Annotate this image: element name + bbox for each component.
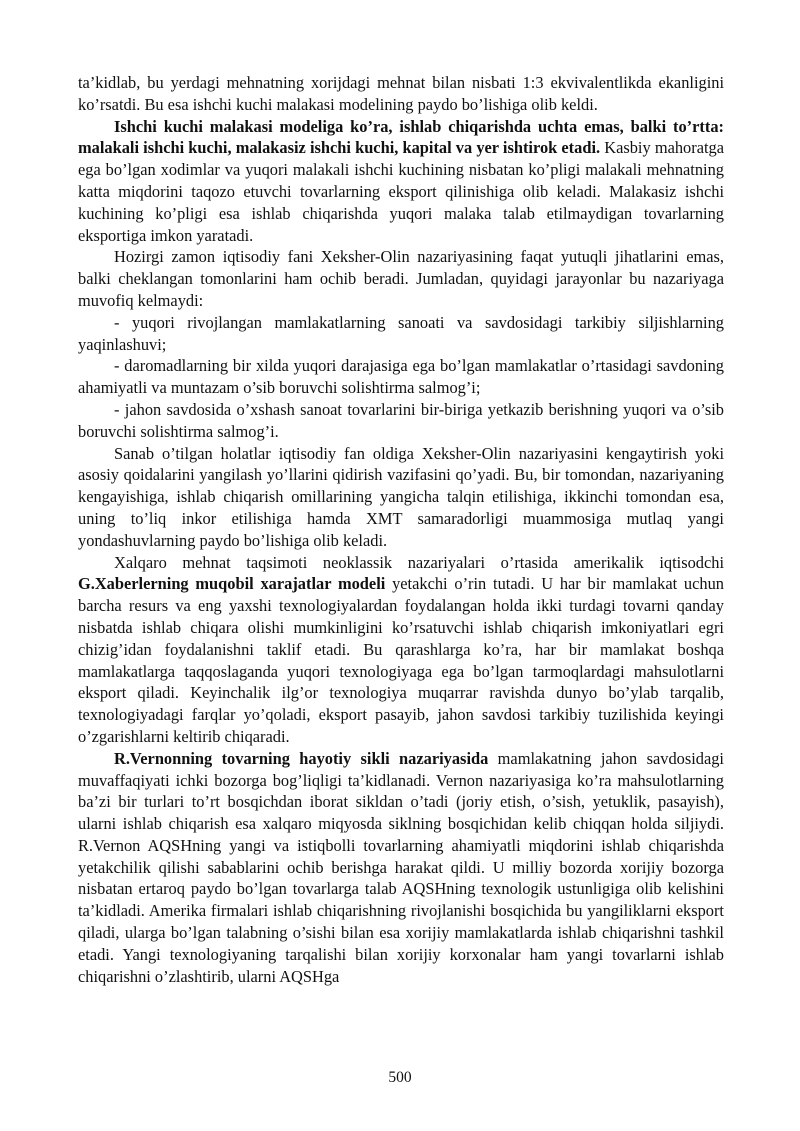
- list-item-1: [78, 312, 724, 356]
- paragraph-9-bold: R.Vernonning tovarning hayotiy sikli nazariyasida: [114, 748, 489, 768]
- paragraph-3: [78, 246, 724, 311]
- paragraph-7-text: Sanab o’tilgan holatlar iqtisodiy fan oldiga Xeksher-Olin nazariyasini kengaytirish yoki asosiy qoidalarini yangilash yo’llarini qidirish vazifasini qo’yadi. Bu, bir tomondan, nazariyaning kengayishiga, ishlab chiqarish omillarining yangicha talqin etilishiga, ikkinchi tomondan esa, uning to’liq inkor etilishiga hamda XMT samaradorligi muammosiga mutlaq yangi yondashuvlarning paydo bo’lishiga olib keladi.: [78, 443, 724, 550]
- paragraph-1: [78, 72, 724, 116]
- paragraph-7: [78, 443, 724, 552]
- paragraph-3-text: Hozirgi zamon iqtisodiy fani Xeksher-Olin nazariyasining faqat yutuqli jihatlarini emas, balki cheklangan tomonlarini ham ochib beradi. Jumladan, quyidagi jarayonlar bu nazariyaga muvofiq kelmaydi:: [78, 247, 724, 310]
- paragraph-8-text-start: Xalqaro mehnat taqsimoti neoklassik nazariyalari o’rtasida amerikalik iqtisodchi: [114, 552, 724, 572]
- paragraph-9-text: mamlakatning jahon savdosidagi muvaffaqiyati ichki bozorga bog’liqligi ta’kidlanadi. Vernon nazariyasiga ko’ra mahsulotlarning ba’zi bir turlari to’rt bosqichdan iborat sikldan o’tadi (joriy etish, o’sish, yetuklik, pasayish), ularni ishlab chiqarish esa xalqaro miqyosda siklning bosqichidan kelib chiqqan holda siljiydi. R.Vernon AQSHning yangi va istiqbolli tovarlarning ahamiyatli miqdorini ishlab chiqarishda yetakchilik qilishi sabablarini ochib berishga harakat qildi. U milliy bozorda xorijiy bozorga nisbatan ertaroq paydo bo’lgan tovarlarga talab AQSHning texnologik ustunligiga olib kelishini ta’kidladi. Amerika firmalari ishlab chiqarishning rivojlanishi bosqichida bu yangiliklarni eksport qiladi, ularga bo’lgan talabning o’sishi bilan esa xorijiy mamlakatlarda ishlab chiqarishni tashkil etadi. Yangi texnologiyaning tarqalishi bilan xorijiy korxonalar ham yangi tovarlarni ishlab chiqarishni o’zlashtirib, ularni AQSHga: [78, 748, 724, 986]
- paragraph-8-text: yetakchi o’rin tutadi. U har bir mamlakat uchun barcha resurs va eng yaxshi texnologiyalardan foydalangan holda ikki turdagi tovarni qanday nisbatda ishlab chiqara olishi mumkinligini ko’rsatuvchi ishlab chiqarish imkoniyatlari egri chizig’idan foydalanishni taklif etadi. Bu qarashlarga ko’ra, har bir mamlakat boshqa mamlakatlarga taqqoslaganda yuqori texnologiyaga ega bo’lgan tarmoqlardagi mahsulotlarni eksport qiladi. Keyinchalik ilg’or texnologiya muqarrar ravishda dunyo bo’ylab tarqalib, texnologiyadagi farqlar yo’qoladi, eksport pasayib, jahon savdosi tarkibiy tuzilishida keyingi o’zgarishlarni keltirib chiqaradi.: [78, 574, 724, 746]
- list-item-2-text: - daromadlarning bir xilda yuqori darajasiga ega bo’lgan mamlakatlar o’rtasidagi savdoning ahamiyatli va muntazam o’sib boruvchi solishtirma salmog’i;: [78, 356, 724, 398]
- paragraph-9: [78, 748, 724, 988]
- list-item-1-text: - yuqori rivojlangan mamlakatlarning sanoati va savdosidagi tarkibiy siljishlarning yaqinlashuvi;: [78, 312, 724, 354]
- list-item-2: [78, 355, 724, 399]
- paragraph-8: [78, 552, 724, 748]
- list-item-3: [78, 399, 724, 443]
- paragraph-8-bold: G.Xaberlerning muqobil xarajatlar modeli: [78, 574, 386, 594]
- page-number: 500: [388, 1069, 412, 1086]
- paragraph-2-bold: Ishchi kuchi malakasi modeliga ko’ra, ishlab chiqarishda uchta emas, balki to’rtta: malakali ishchi kuchi, malakasiz ishchi kuchi, kapital va yer ishtirok etadi.: [78, 116, 724, 158]
- paragraph-2: [78, 116, 724, 247]
- paragraph-2-text: Kasbiy mahoratga ega bo’lgan xodimlar va yuqori malakali ishchi kuchining nisbatan ko’pligi malakali mehnatning katta miqdorini taqozo etuvchi tovarlarning eksport qilinishiga olib keladi. Malakasiz ishchi kuchining ko’pligi esa ishlab chiqarishda yuqori malaka talab etilmaydigan tovarlarning eksportiga imkon yaratadi.: [78, 138, 724, 245]
- paragraph-1-text: ta’kidlab, bu yerdagi mehnatning xorijdagi mehnat bilan nisbati 1:3 ekvivalentlikda ekanligini ko’rsatdi. Bu esa ishchi kuchi malakasi modelining paydo bo’lishiga olib keldi.: [78, 73, 724, 114]
- list-item-3-text: - jahon savdosida o’xshash sanoat tovarlarini bir-biriga yetkazib berishning yuqori va o’sib boruvchi solishtirma salmog’i.: [78, 399, 724, 441]
- page-body: [78, 72, 724, 987]
